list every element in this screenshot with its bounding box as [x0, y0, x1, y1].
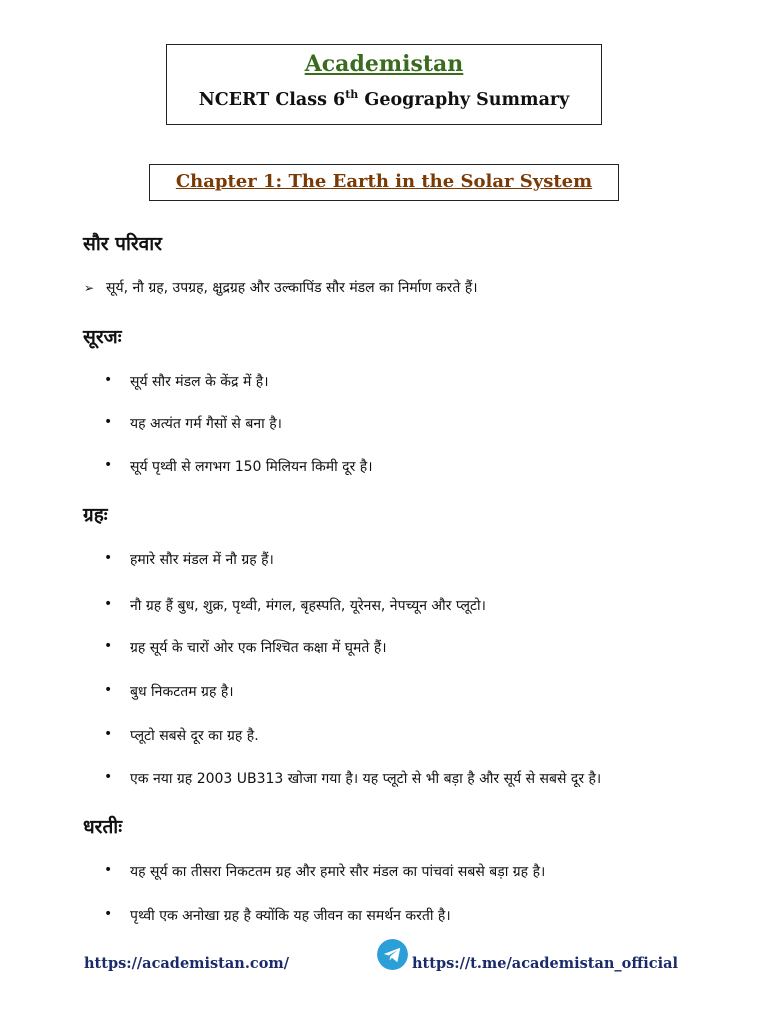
bullet-icon: •: [104, 862, 113, 878]
brand-title: Academistan: [304, 51, 464, 77]
chapter-box: [149, 164, 619, 201]
section-heading-sun: सूरजः: [83, 326, 122, 348]
bullet-icon: •: [104, 638, 113, 654]
bullet-icon: •: [104, 769, 113, 785]
bullet-icon: •: [104, 906, 113, 922]
list-item: यह सूर्य का तीसरा निकटतम ग्रह और हमारे सौर मंडल का पांचवां सबसे बड़ा ग्रह है।: [130, 864, 546, 880]
header-box: [166, 44, 602, 125]
subtitle-prefix: NCERT Class 6: [198, 89, 346, 110]
bullet-icon: •: [104, 726, 113, 742]
document-subtitle: [167, 88, 601, 110]
bullet-icon: •: [104, 596, 113, 612]
section-heading-earth: धरतीः: [83, 816, 123, 838]
list-item: ग्रह सूर्य के चारों ओर एक निश्चित कक्षा में घूमते हैं।: [130, 640, 387, 656]
list-item: नौ ग्रह हैं बुध, शुक्र, पृथ्वी, मंगल, बृहस्पति, यूरेनस, नेपच्यून और प्लूटो।: [130, 598, 486, 614]
list-item: सूर्य पृथ्वी से लगभग 150 मिलियन किमी दूर है।: [130, 459, 373, 475]
website-link[interactable]: https://academistan.com/: [84, 955, 290, 972]
subtitle-superscript: th: [345, 88, 359, 101]
list-item: प्लूटो सबसे दूर का ग्रह है.: [130, 728, 259, 744]
bullet-icon: •: [104, 550, 113, 566]
section-heading-planets: ग्रहः: [83, 504, 108, 526]
chapter-title: Chapter 1: The Earth in the Solar System: [175, 171, 593, 192]
telegram-link[interactable]: https://t.me/academistan_official: [412, 955, 678, 972]
list-item: सूर्य सौर मंडल के केंद्र में है।: [130, 374, 269, 390]
section-heading-solar-family: सौर परिवार: [83, 233, 162, 255]
bullet-icon: •: [104, 682, 113, 698]
list-item: सूर्य, नौ ग्रह, उपग्रह, क्षुद्रग्रह और उल्कापिंड सौर मंडल का निर्माण करते हैं।: [106, 280, 478, 296]
arrow-bullet-icon: ➢: [84, 281, 95, 295]
subtitle-suffix: Geography Summary: [358, 89, 570, 110]
telegram-icon[interactable]: [377, 939, 408, 970]
list-item: पृथ्वी एक अनोखा ग्रह है क्योंकि यह जीवन का समर्थन करती है।: [130, 908, 451, 924]
list-item: यह अत्यंत गर्म गैसों से बना है।: [130, 416, 282, 432]
list-item: एक नया ग्रह 2003 UB313 खोजा गया है। यह प्लूटो से भी बड़ा है और सूर्य से सबसे दूर है।: [130, 771, 602, 787]
list-item: बुध निकटतम ग्रह है।: [130, 684, 234, 700]
list-item: हमारे सौर मंडल में नौ ग्रह हैं।: [130, 552, 274, 568]
bullet-icon: •: [104, 457, 113, 473]
bullet-icon: •: [104, 372, 113, 388]
bullet-icon: •: [104, 414, 113, 430]
